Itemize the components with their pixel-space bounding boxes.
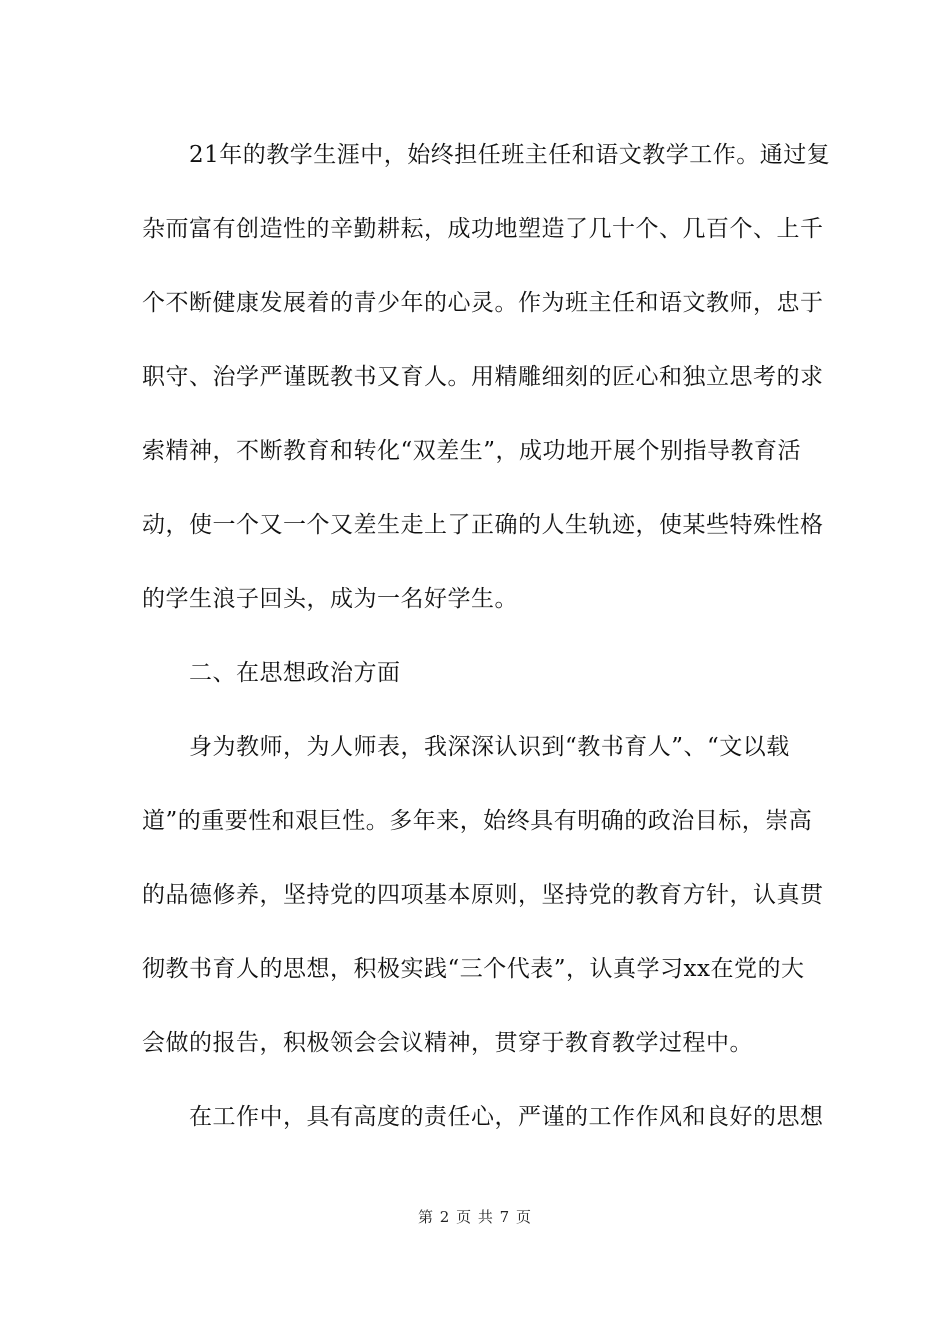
page-number-label: 第 2 页 共 7 页 [418, 1208, 532, 1226]
text-line: 职守、治学严谨既教书又育人。用精雕细刻的匠心和独立思考的求 [142, 364, 824, 390]
page-number-footer [0, 1206, 950, 1227]
text-line: 在工作中，具有高度的责任心，严谨的工作作风和良好的思想 [189, 1104, 824, 1130]
text-line: 会做的报告，积极领会会议精神，贯穿于教育教学过程中。 [142, 1030, 753, 1056]
text-line: 的品德修养，坚持党的四项基本原则，坚持党的教育方针，认真贯 [142, 882, 824, 908]
text-line: 杂而富有创造性的辛勤耕耘，成功地塑造了几十个、几百个、上千 [142, 216, 824, 242]
text-line: 动，使一个又一个又差生走上了正确的人生轨迹，使某些特殊性格 [142, 512, 824, 538]
text-line: 的学生浪子回头，成为一名好学生。 [142, 586, 518, 612]
document-body [142, 133, 831, 1169]
text-line: 21年的教学生涯中，始终担任班主任和语文教学工作。通过复 [189, 142, 831, 168]
text-line: 道”的重要性和艰巨性。多年来，始终具有明确的政治目标，崇高 [142, 808, 813, 834]
text-line: 身为教师，为人师表，我深深认识到“教书育人”、“文以载 [189, 734, 790, 760]
text-line: 个不断健康发展着的青少年的心灵。作为班主任和语文教师，忠于 [142, 290, 824, 316]
section-heading: 二、在思想政治方面 [189, 660, 401, 686]
text-line: 彻教书育人的思想，积极实践“三个代表”，认真学习xx在党的大 [142, 956, 805, 982]
text-line: 索精神，不断教育和转化“双差生”，成功地开展个别指导教育活 [142, 438, 802, 464]
